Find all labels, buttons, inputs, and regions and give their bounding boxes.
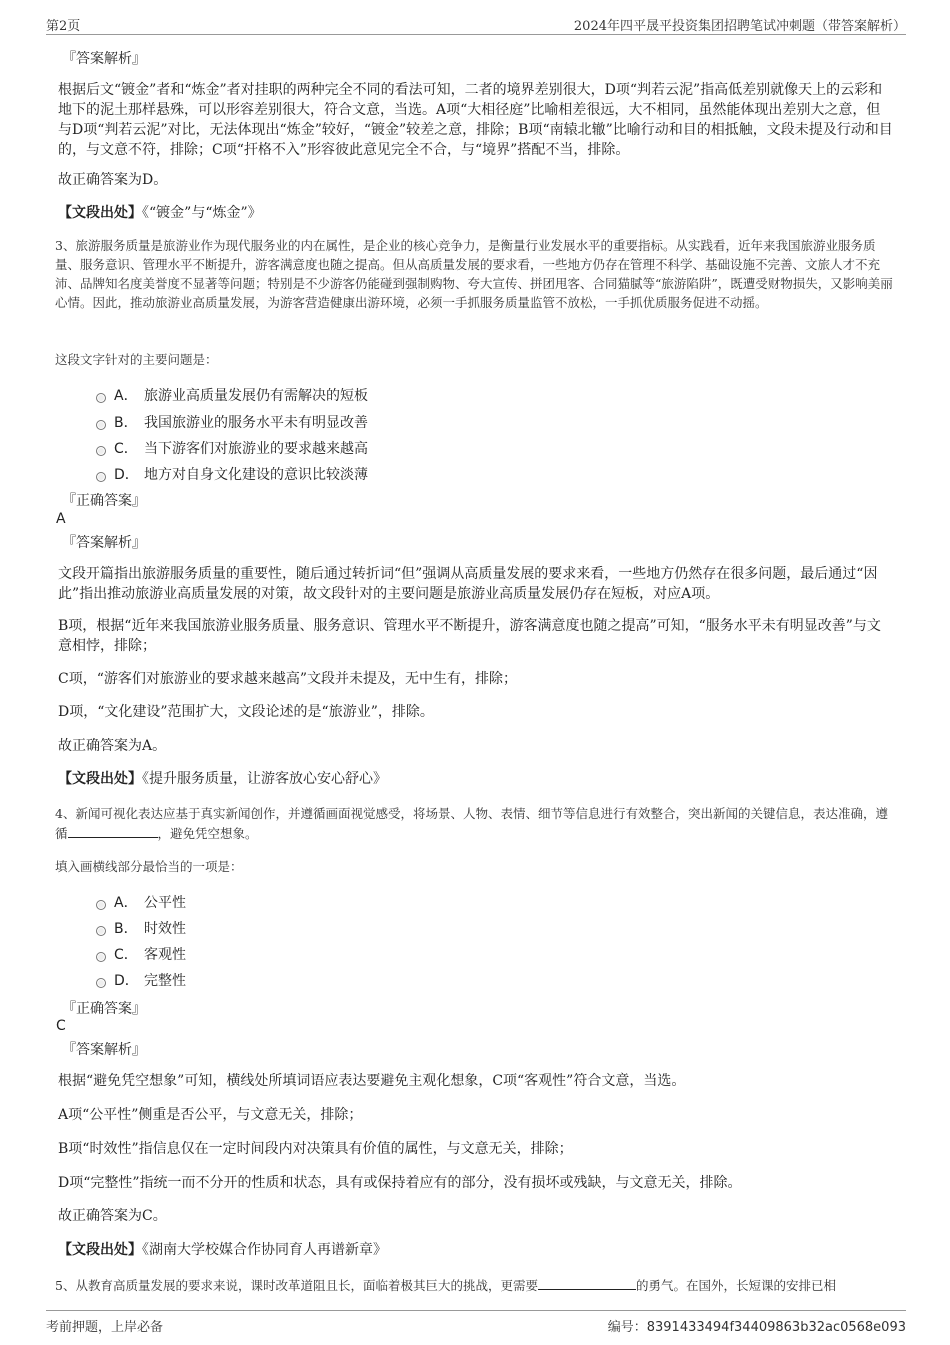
radio-icon[interactable] [96, 420, 106, 430]
q2-conclusion: 故正确答案为D。 [58, 172, 168, 188]
q3-prompt: 这段文字针对的主要问题是： [55, 352, 218, 367]
q4-answer: C [56, 1018, 66, 1034]
q4-source-text: 《湖南大学校媒合作协同育人再谱新章》 [142, 1242, 387, 1258]
q4-source [58, 1240, 894, 1260]
page-footer [46, 1310, 906, 1333]
q4-analysis-2: A项“公平性”侧重是否公平，与文意无关，排除； [58, 1107, 363, 1123]
q4-conclusion: 故正确答案为C。 [58, 1208, 167, 1224]
page-header [46, 14, 906, 35]
document-number: 编号：8391433494f34409863b32ac0568e093 [607, 1320, 906, 1335]
q3-answer-label: 『正确答案』 [62, 493, 146, 509]
fill-blank [538, 1275, 636, 1290]
radio-icon[interactable] [96, 446, 106, 456]
q3-option-a[interactable]: A． 旅游业高质量发展仍有需解决的短板 [96, 385, 368, 407]
q3-analysis-4: D项，“文化建设”范围扩大，文段论述的是“旅游业”，排除。 [58, 704, 434, 720]
q3-source [58, 769, 894, 789]
q3-analysis-2: B项，根据“近年来我国旅游业服务质量、服务意识、管理水平不断提升，游客满意度也随之提高”可知，“服务水平未有明显改善”与文意相悖，排除； [58, 618, 881, 654]
radio-icon[interactable] [96, 393, 106, 403]
q2-analysis-text: 根据后文“镀金”者和“炼金”者对挂职的两种完全不同的看法可知，二者的境界差别很大，D项“判若云泥”指高低差别就像天上的云彩和地下的泥土那样悬殊，可以形容差别很大，符合文意，当选。A项“大相径庭”比喻相差很远，大不相同，虽然能体现出差别大之意，但与D项“判若云泥”对比，无法体现出“炼金”较好，“镀金”较差之意，排除；B项“南辕北辙”比喻行动和目的相抵触，文段未提及行动和目的，与文意不符，排除；C项“扞格不入”形容彼此意见完全不合，与“境界”搭配不当，排除。 [58, 82, 893, 158]
q2-source-text: 《“镀金”与“炼金”》 [142, 205, 262, 221]
q4-analysis-3: B项“时效性”指信息仅在一定时间段内对决策具有价值的属性，与文意无关，排除； [58, 1141, 573, 1157]
q3-answer: A [56, 511, 66, 527]
q3-option-b[interactable]: B． 我国旅游业的服务水平未有明显改善 [96, 412, 368, 434]
q2-source [58, 203, 894, 223]
q4-analysis-4: D项“完整性”指统一而不分开的性质和状态，具有或保持着应有的部分，没有损坏或残缺，与文意无关，排除。 [58, 1175, 742, 1191]
q4-stem: 4、新闻可视化表达应基于真实新闻创作，并遵循画面视觉感受，将场景、人物、表情、细节等信息进行有效整合，突出新闻的关键信息，表达准确，遵循 ，避免凭空想象。 [55, 806, 888, 841]
q2-analysis-label: 『答案解析』 [62, 51, 146, 67]
page-number: 第2页 [46, 19, 81, 34]
q4-option-d[interactable]: D． 完整性 [96, 970, 186, 992]
q3-analysis-1: 文段开篇指出旅游服务质量的重要性，随后通过转折词“但”强调从高质量发展的要求来看，一些地方仍然存在很多问题，最后通过“因此”指出推动旅游业高质量发展的对策，故文段针对的主要问题是旅游业高质量发展仍存在短板，对应A项。 [58, 566, 878, 602]
q4-answer-label: 『正确答案』 [62, 1001, 146, 1017]
fill-blank [68, 823, 158, 838]
q4-option-a[interactable]: A． 公平性 [96, 892, 186, 914]
q4-analysis-1: 根据“避免凭空想象”可知，横线处所填词语应表达要避免主观化想象，C项“客观性”符合文意，当选。 [58, 1073, 686, 1089]
radio-icon[interactable] [96, 900, 106, 910]
q4-option-b[interactable]: B． 时效性 [96, 918, 186, 940]
document-title: 2024年四平晟平投资集团招聘笔试冲刺题（带答案解析） [573, 19, 906, 34]
q3-source-text: 《提升服务质量，让游客放心安心舒心》 [142, 771, 387, 787]
q3-analysis-label: 『答案解析』 [62, 535, 146, 551]
radio-icon[interactable] [96, 472, 106, 482]
q2-source-label: 【文段出处】 [58, 205, 142, 221]
q4-analysis-label: 『答案解析』 [62, 1042, 146, 1058]
q3-option-c[interactable]: C． 当下游客们对旅游业的要求越来越高 [96, 438, 368, 460]
q4-prompt: 填入画横线部分最恰当的一项是： [55, 859, 243, 874]
footer-slogan: 考前押题，上岸必备 [46, 1320, 164, 1335]
radio-icon[interactable] [96, 926, 106, 936]
q4-source-label: 【文段出处】 [58, 1242, 142, 1258]
q3-stem: 3、旅游服务质量是旅游业作为现代服务业的内在属性，是企业的核心竞争力，是衡量行业发展水平的重要指标。从实践看，近年来我国旅游业服务质量、服务意识、管理水平不断提升，游客满意度也随之提高。但从高质量发展的要求看，一些地方仍存在管理不科学、基础设施不完善、文旅人才不充沛、品牌知名度美誉度不显著等问题；特别是不少游客仍能碰到强制购物、夸大宣传、拼团甩客、合同猫腻等“旅游陷阱”，既遭受财物损失，又影响美丽心情。因此，推动旅游业高质量发展，为游客营造健康出游环境，必须一手抓服务质量监管不放松，一手抓优质服务促进不动摇。 [55, 238, 893, 310]
q3-source-label: 【文段出处】 [58, 771, 142, 787]
q5-stem: 5、从教育高质量发展的要求来说，课时改革道阻且长，面临着极其巨大的挑战，更需要 的勇气。在国外，长短课的安排已相 [55, 1275, 897, 1295]
radio-icon[interactable] [96, 952, 106, 962]
q3-analysis-3: C项，“游客们对旅游业的要求越来越高”文段并未提及，无中生有，排除； [58, 671, 518, 687]
radio-icon[interactable] [96, 978, 106, 988]
q3-conclusion: 故正确答案为A。 [58, 738, 167, 754]
q4-option-c[interactable]: C． 客观性 [96, 944, 186, 966]
q3-option-d[interactable]: D． 地方对自身文化建设的意识比较淡薄 [96, 464, 368, 486]
